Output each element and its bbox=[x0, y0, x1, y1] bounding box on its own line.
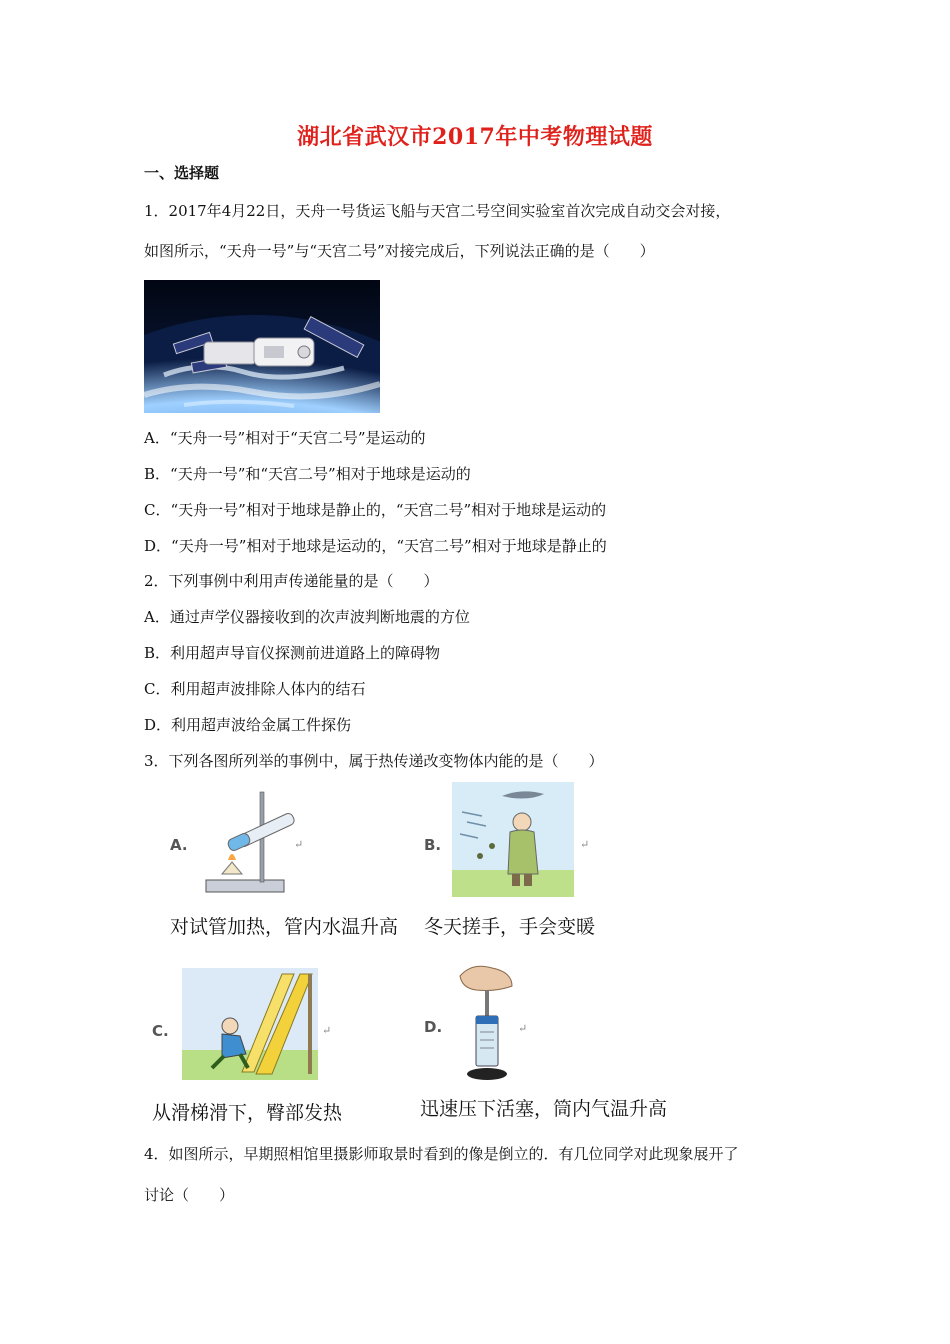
space-station-photo bbox=[144, 280, 380, 413]
return-mark-c: ↵ bbox=[322, 1024, 332, 1037]
q2-stem: 2．下列事例中利用声传递能量的是（ ） bbox=[144, 572, 439, 590]
q3-figure-b-caption: 冬天搓手，手会变暖 bbox=[424, 916, 596, 938]
q4-stem-line1: 4．如图所示，早期照相馆里摄影师取景时看到的像是倒立的．有几位同学对此现象展开了 bbox=[144, 1145, 739, 1163]
q3-stem: 3．下列各图所列举的事例中，属于热传递改变物体内能的是（ ） bbox=[144, 752, 604, 770]
slide-figure bbox=[182, 968, 318, 1080]
q2-option-d: D．利用超声波给金属工件探伤 bbox=[144, 716, 352, 734]
piston-pump-figure bbox=[452, 962, 522, 1084]
q3-figure-c-label: C. bbox=[152, 1022, 169, 1040]
q3-figure-d-caption: 迅速压下活塞，筒内气温升高 bbox=[420, 1098, 668, 1120]
q1-option-a: A．“天舟一号”相对于“天宫二号”是运动的 bbox=[144, 429, 426, 447]
return-mark-d: ↵ bbox=[518, 1022, 528, 1035]
q3-figure-c-caption: 从滑梯滑下，臀部发热 bbox=[152, 1102, 343, 1124]
q4-stem-line2: 讨论（ ） bbox=[144, 1186, 235, 1204]
q2-option-c: C．利用超声波排除人体内的结石 bbox=[144, 680, 366, 698]
q2-option-b: B．利用超声导盲仪探测前进道路上的障碍物 bbox=[144, 644, 441, 662]
q3-figure-b-label: B. bbox=[424, 836, 442, 854]
q2-option-a: A．通过声学仪器接收到的次声波判断地震的方位 bbox=[144, 608, 470, 626]
section-heading: 一、选择题 bbox=[144, 164, 220, 182]
return-mark-b: ↵ bbox=[580, 838, 590, 851]
q3-figure-a-caption: 对试管加热，管内水温升高 bbox=[170, 916, 399, 938]
q3-figure-a-label: A. bbox=[170, 836, 188, 854]
q1-stem-line2: 如图所示，“天舟一号”与“天宫二号”对接完成后，下列说法正确的是（ ） bbox=[144, 242, 655, 260]
page-title: 湖北省武汉市2017年中考物理试题 bbox=[297, 124, 653, 150]
q3-figure-d-label: D. bbox=[424, 1018, 443, 1036]
q1-option-b: B．“天舟一号”和“天宫二号”相对于地球是运动的 bbox=[144, 465, 471, 483]
q1-option-c: C．“天舟一号”相对于地球是静止的，“天宫二号”相对于地球是运动的 bbox=[144, 501, 607, 519]
rubbing-hands-figure bbox=[452, 782, 574, 897]
q1-option-d: D．“天舟一号”相对于地球是运动的，“天宫二号”相对于地球是静止的 bbox=[144, 537, 607, 555]
return-mark-a: ↵ bbox=[294, 838, 304, 851]
q1-stem-line1: 1．2017年4月22日，天舟一号货运飞船与天宫二号空间实验室首次完成自动交会对接， bbox=[144, 202, 731, 220]
